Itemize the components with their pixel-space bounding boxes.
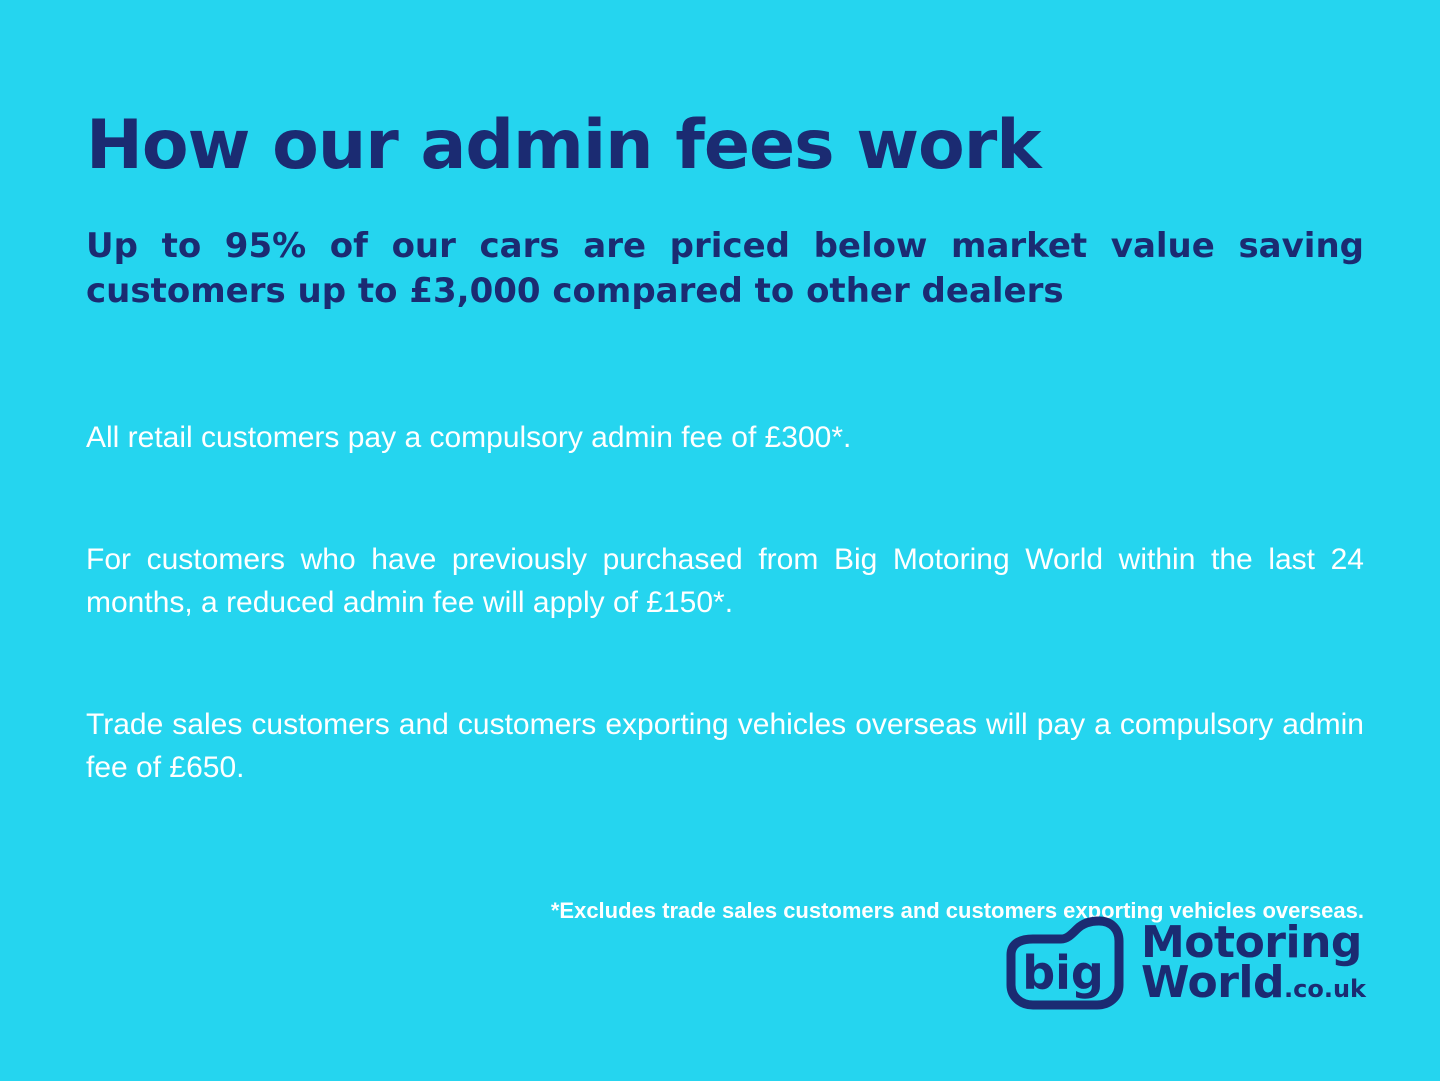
paragraph-trade-export-fee: Trade sales customers and customers exporting vehicles overseas will pay a compulsory admin fee of £650. [86,707,1364,785]
big-car-icon [1003,915,1127,1011]
brand-wordmark [1141,916,1366,1008]
slide-content [86,0,1366,949]
brand-tld: .co.uk [1284,975,1366,1003]
brand-name-line2: World [1141,957,1284,1008]
svg-text:big: big [1022,946,1104,1000]
footnote-exclusions: *Excludes trade sales customers and customers exporting vehicles overseas. [550,897,1364,923]
brand-name-line1: Motoring [1141,916,1362,968]
subheadline: Up to 95% of our cars are priced below market value saving customers up to £3,000 compared to other dealers [86,226,1364,312]
brand-logo [1003,915,1366,1011]
paragraph-retail-fee: All retail customers pay a compulsory admin fee of £300*. [86,421,852,455]
page-title: How our admin fees work [86,106,1041,185]
paragraph-returning-customer-fee: For customers who have previously purchased from Big Motoring World within the last 24 months, a reduced admin fee will apply of £150*. [86,542,1364,620]
